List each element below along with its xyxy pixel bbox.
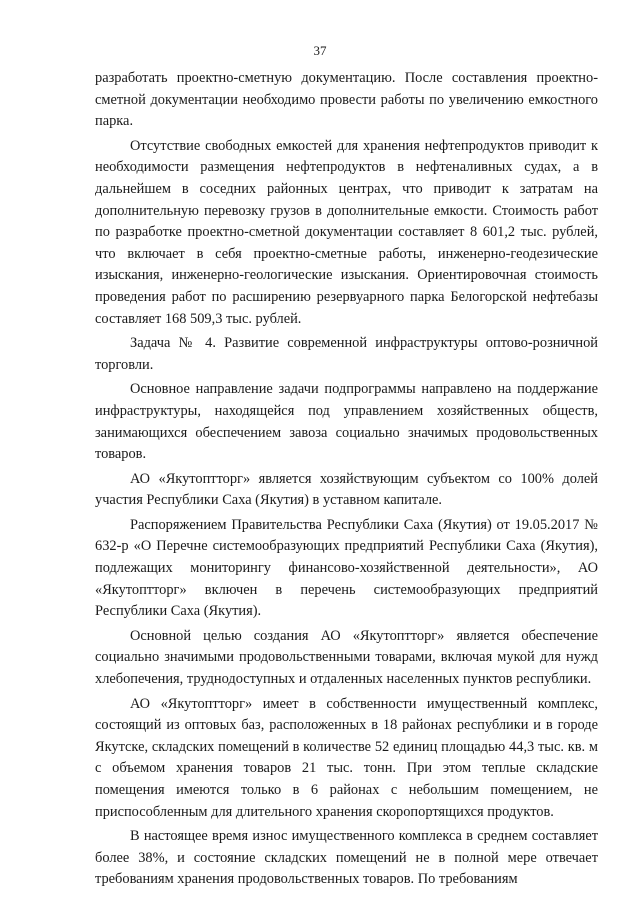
paragraph: АО «Якутоптторг» имеет в собственности имущественный комплекс, состоящий из оптовых баз, расположенных в 18 районах республики и в городе Якутске, складских помещений в количестве 52 единиц площадью 44,3 тыс. кв. м с объемом хранения товаров 21 тыс. тонн. При этом теплые складские помещения имеются только в 6 районах с небольшим помещением, не приспособленным для длительного хранения скоропортящихся продуктов. — [95, 695, 598, 820]
paragraph: Отсутствие свободных емкостей для хранения нефтепродуктов приводит к необходимости размещения нефтепродуктов в нефтеналивных судах, а в дальнейшем в соседних районных центрах, что приводит к затратам на дополнительную перевозку грузов в дополнительные емкости. Стоимость работ по разработке проектно-сметной документации составляет 8 601,2 тыс. рублей, что включает в себя проектно-сметные работы, инженерно-геодезические изыскания, инженерно-геологические изыскания. Ориентировочная стоимость проведения работ по расширению резервуарного парка Белогорской нефтебазы составляет 168 509,3 тыс. рублей. — [95, 137, 598, 327]
paragraph: разработать проектно-сметную документацию. После составления проектно-сметной документации необходимо провести работы по увеличению емкостного парка. — [95, 70, 598, 130]
body-text — [95, 68, 598, 891]
page-number: 37 — [313, 43, 327, 58]
paragraph: Основной целью создания АО «Якутоптторг» является обеспечение социально значимыми продовольственными товарами, включая мукой для нужд хлебопечения, труднодоступных и отдаленных населенных пунктов республики. — [95, 627, 598, 688]
paragraph: Задача № 4. Развитие современной инфраструктуры оптово-розничной торговли. — [95, 335, 598, 373]
paragraph: В настоящее время износ имущественного комплекса в среднем составляет более 38%, и состояние складских помещений не в полной мере отвечает требованиям хранения продовольственных товаров. По требованиям — [95, 828, 598, 888]
paragraph: АО «Якутоптторг» является хозяйствующим субъектом со 100% долей участия Республики Саха (Якутия) в уставном капитале. — [95, 470, 598, 509]
paragraph: Распоряжением Правительства Республики Саха (Якутия) от 19.05.2017 № 632-р «О Перечне системообразующих предприятий Республики Саха (Якутия), подлежащих мониторингу финансово-хозяйственной деятельности», АО «Якутоптторг» включен в перечень системообразующих предприятий Республики Саха (Якутия). — [95, 516, 598, 620]
paragraph: Основное направление задачи подпрограммы направлено на поддержание инфраструктуры, находящейся под управлением хозяйственных обществ, занимающихся обеспечением завоза социально значимых продовольственных товаров. — [95, 381, 598, 463]
